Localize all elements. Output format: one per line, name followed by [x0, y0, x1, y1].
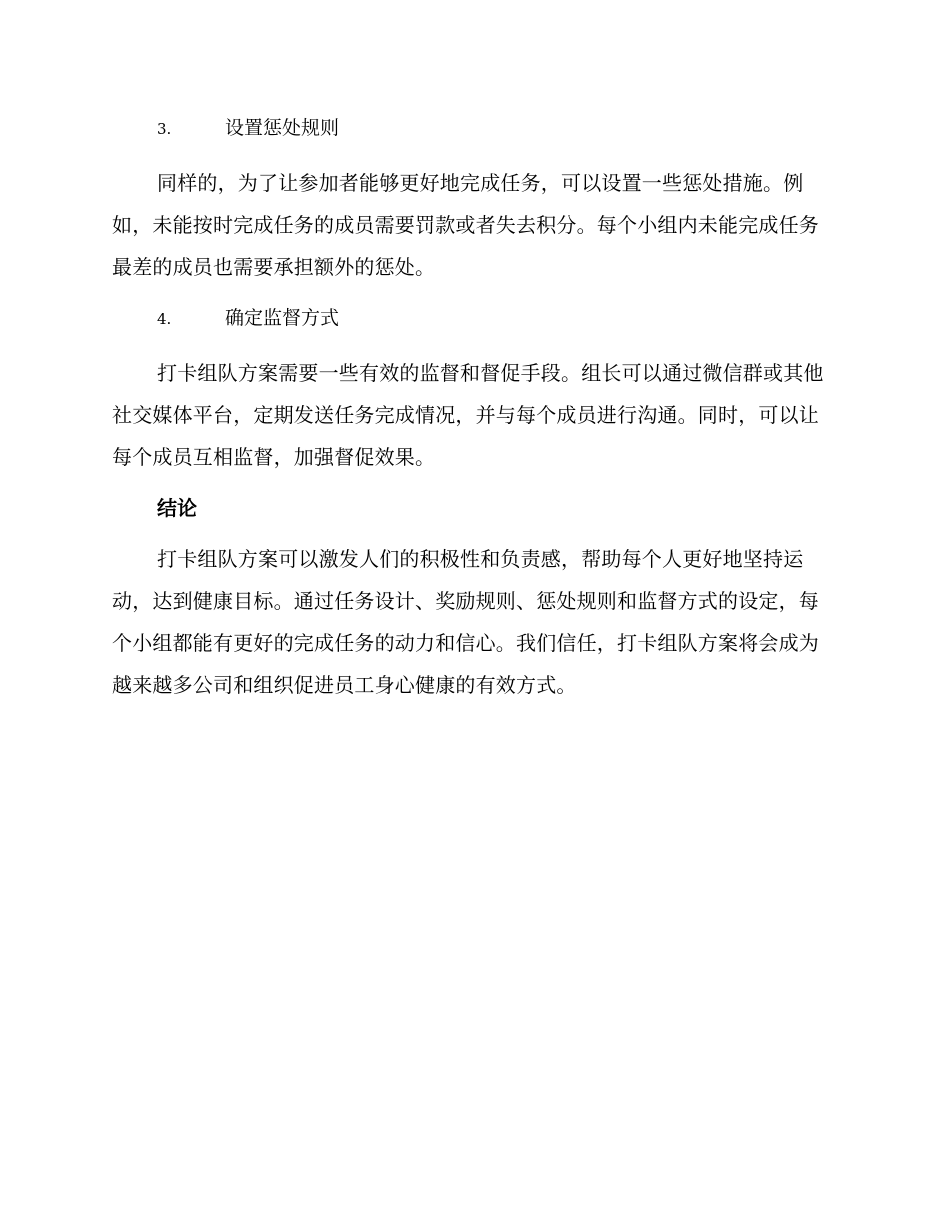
document-content [112, 110, 834, 718]
section-heading-3 [157, 110, 834, 146]
section-paragraph: 打卡组队方案需要一些有效的监督和督促手段。组长可以通过微信群或其他社交媒体平台，定期发送任务完成情况，并与每个成员进行沟通。同时，可以让每个成员互相监督，加强督促效果。 [112, 361, 824, 469]
section-heading-4 [157, 300, 834, 336]
section-paragraph: 同样的，为了让参加者能够更好地完成任务，可以设置一些惩处措施。例如，未能按时完成任务的成员需要罚款或者失去积分。每个小组内未能完成任务最差的成员也需要承担额外的惩处。 [112, 171, 819, 279]
conclusion-heading: 结论 [157, 496, 197, 520]
section-title: 确定监督方式 [225, 307, 340, 329]
section-number: 3. [157, 120, 172, 138]
conclusion-paragraph: 打卡组队方案可以激发人们的积极性和负责感，帮助每个人更好地坚持运动，达到健康目标。通过任务设计、奖励规则、惩处规则和监督方式的设定，每个小组都能有更好的完成任务的动力和信心。我们信任，打卡组队方案将会成为越来越多公司和组织促进员工身心健康的有效方式。 [112, 547, 819, 697]
section-title: 设置惩处规则 [225, 117, 340, 139]
section-number: 4. [157, 310, 172, 328]
